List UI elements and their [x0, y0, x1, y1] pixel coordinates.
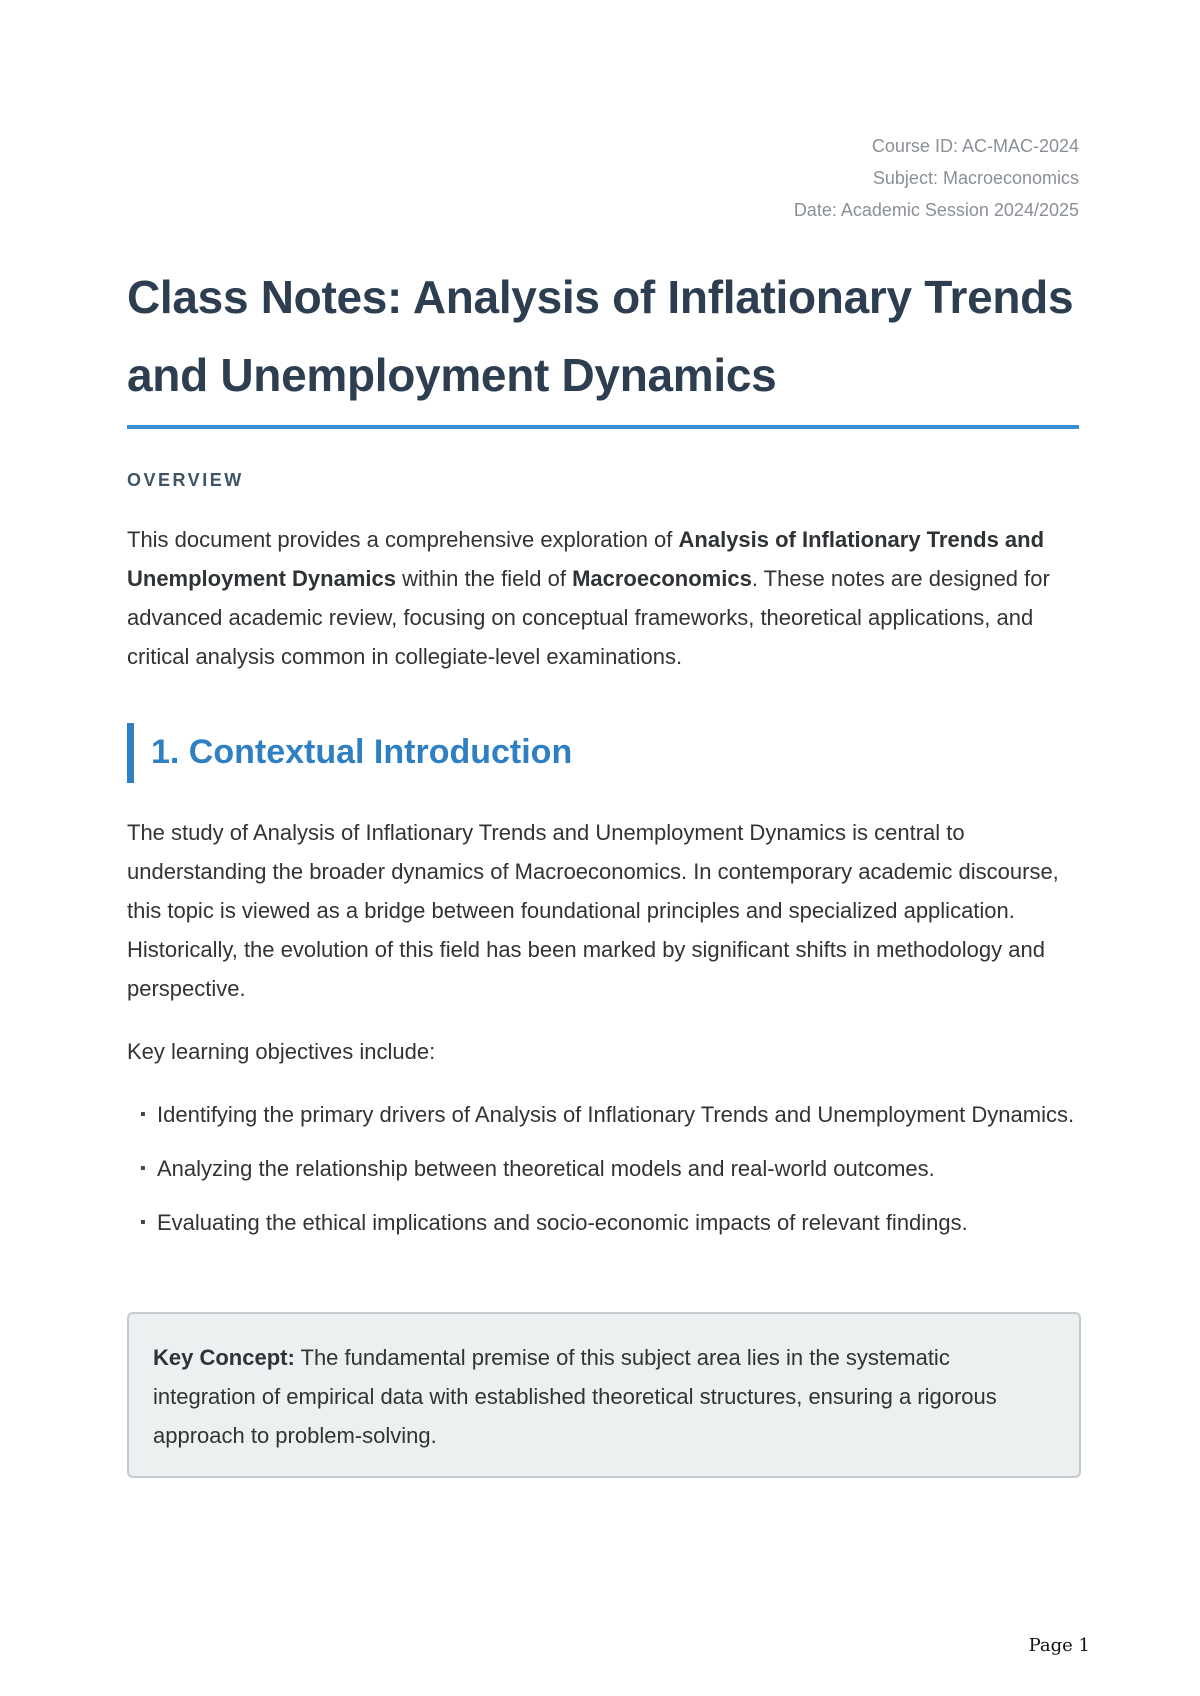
overview-subject-bold: Macroeconomics [572, 566, 752, 591]
objective-text: Analyzing the relationship between theoretical models and real-world outcomes. [157, 1156, 935, 1181]
list-item [127, 1149, 1079, 1188]
overview-text-2: within the field of [395, 566, 573, 591]
objectives-intro: Key learning objectives include: [127, 1039, 436, 1064]
overview-label: OVERVIEW [127, 470, 244, 490]
intro-paragraph: The study of Analysis of Inflationary Trends and Unemployment Dynamics is central to understanding the broader dynamics of Macroeconomics. In contemporary academic discourse, this topic is viewed as a bridge between foundational principles and specialized application. Historically, the evolution of this field has been marked by significant shifts in methodology and perspective. [127, 820, 1059, 1001]
subject: Subject: Macroeconomics [872, 168, 1079, 188]
session-date: Date: Academic Session 2024/2025 [793, 200, 1079, 220]
overview-text-3: . These notes are designed for advanced academic review, focusing on conceptual frameworks, theoretical applications, and critical analysis common in collegiate-level examinations. [127, 566, 1050, 669]
key-concept-callout [127, 1312, 1081, 1478]
list-item [127, 1203, 1079, 1242]
section-title: 1. Contextual Introduction [151, 733, 573, 771]
objective-text: Evaluating the ethical implications and socio-economic impacts of relevant findings. [157, 1210, 968, 1235]
bullet-icon: ▪ [140, 1214, 146, 1231]
bullet-icon: ▪ [140, 1106, 146, 1123]
callout-text [153, 1338, 1033, 1455]
document-meta [794, 130, 1079, 226]
objectives-list [127, 1095, 1079, 1257]
section-heading-1 [127, 723, 1079, 783]
objective-text: Identifying the primary drivers of Analysis of Inflationary Trends and Unemployment Dynamics. [157, 1102, 1075, 1127]
title-divider [127, 425, 1079, 429]
list-item [127, 1095, 1079, 1134]
bullet-icon: ▪ [140, 1160, 146, 1177]
document-title: Class Notes: Analysis of Inflationary Trends and Unemployment Dynamics [127, 271, 1074, 401]
callout-body: The fundamental premise of this subject area lies in the systematic integration of empirical data with established theoretical structures, ensuring a rigorous approach to problem-solving. [153, 1345, 997, 1448]
course-id: Course ID: AC-MAC-2024 [871, 136, 1079, 156]
overview-topic-bold: Analysis of Inflationary Trends and Unemployment Dynamics [127, 527, 1045, 591]
overview-text-1: This document provides a comprehensive exploration of [127, 527, 679, 552]
section-accent-bar [127, 723, 134, 783]
overview-paragraph [127, 520, 1079, 676]
callout-label: Key Concept: [153, 1345, 295, 1370]
page-number: Page 1 [1028, 1635, 1090, 1656]
